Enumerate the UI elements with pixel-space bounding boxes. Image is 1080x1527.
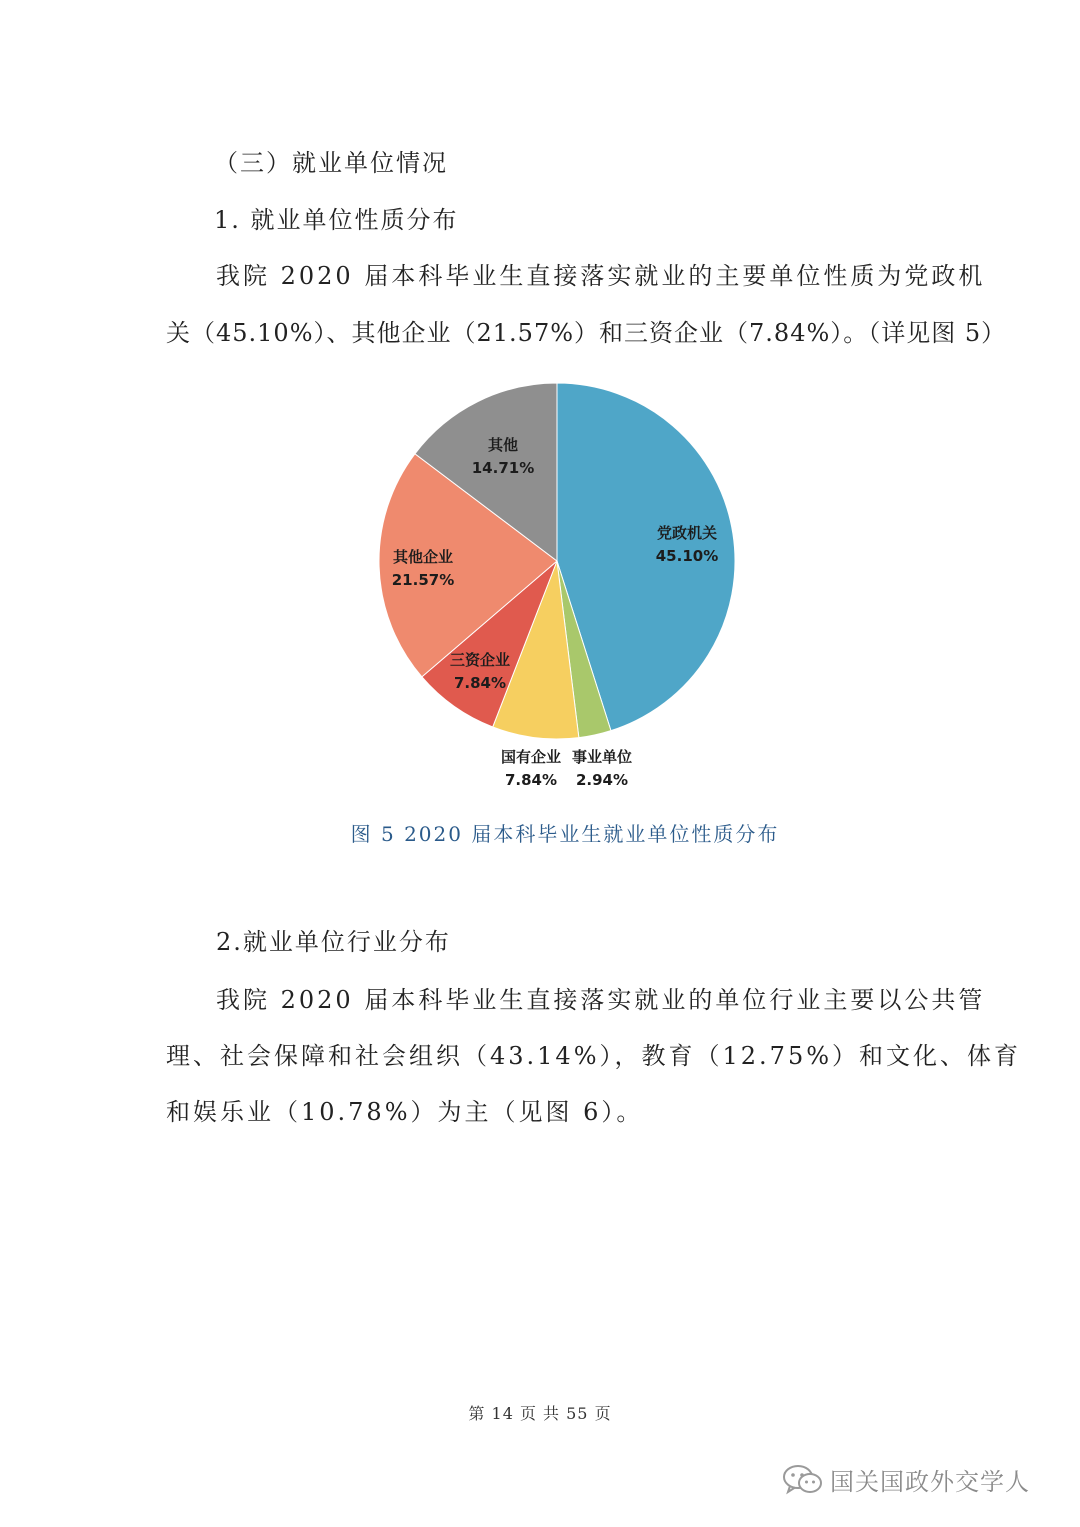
pie-value-4: 21.57% [391,571,455,589]
pie-label-4: 其他企业 [392,548,454,566]
section-title: （三）就业单位情况 [214,149,448,177]
paragraph-1-line-2: 关（45.10%）、其他企业（21.57%）和三资企业（7.84%）。（详见图 5） [166,319,1007,347]
figure-caption: 图 5 2020 届本科毕业生就业单位性质分布 [350,822,780,846]
subsection-2-title: 2.就业单位行业分布 [216,928,451,956]
pie-label-1: 事业单位 [571,748,633,766]
paragraph-2-line-1: 我院 2020 届本科毕业生直接落实就业的单位行业主要以公共管 [216,986,986,1014]
pie-value-2: 7.84% [504,771,558,789]
pie-label-0: 党政机关 [656,524,718,542]
paragraph-1-line-1: 我院 2020 届本科毕业生直接落实就业的主要单位性质为党政机 [216,262,986,290]
pie-value-3: 7.84% [453,674,507,692]
subsection-1-title: 1. 就业单位性质分布 [214,206,459,234]
pie-chart [340,380,780,810]
page-footer: 第 14 页 共 55 页 [468,1404,612,1423]
pie-value-0: 45.10% [655,547,719,565]
pie-value-1: 2.94% [575,771,629,789]
watermark-text: 国关国政外交学人 [830,1468,1030,1496]
wechat-icon [782,1463,824,1497]
pie-label-3: 三资企业 [449,651,511,669]
paragraph-2-line-2: 理、社会保障和社会组织（43.14%），教育（12.75%）和文化、体育 [166,1042,1022,1070]
paragraph-2-line-3: 和娱乐业（10.78%）为主（见图 6）。 [166,1098,644,1126]
pie-label-2: 国有企业 [500,748,562,766]
watermark [782,1462,1030,1497]
pie-value-5: 14.71% [471,459,535,477]
pie-label-5: 其他 [487,436,519,454]
